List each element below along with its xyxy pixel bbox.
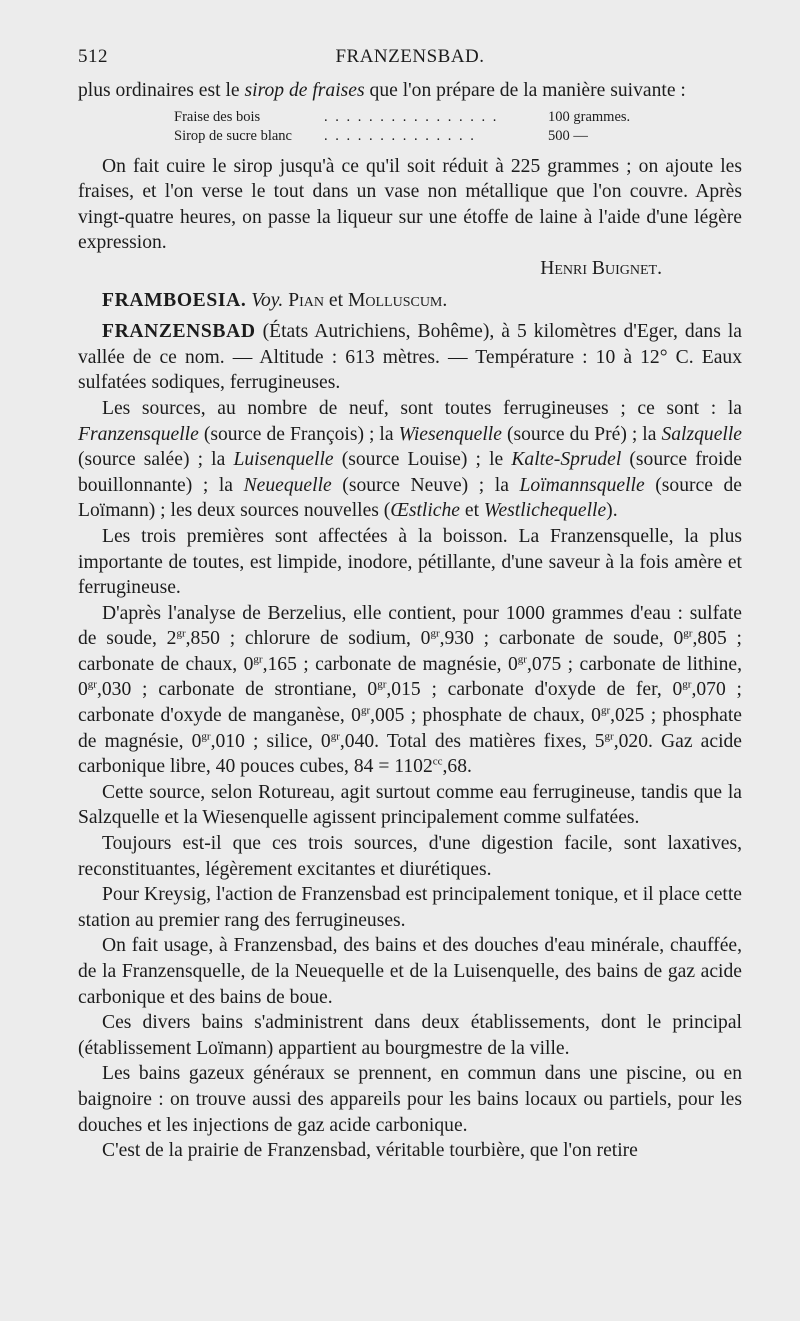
text: ,805 ; carbonate de chaux, 0 [78,628,742,675]
unit-gr: gr [430,627,440,640]
author-signature: Henri Buignet. [540,257,662,279]
spring-name: Œstliche [390,500,460,522]
text: ,015 ; carbonate d'oxyde de fer, 0 [386,679,683,701]
see-reference: Voy. [251,289,284,311]
text: (source salée) ; la [78,449,234,471]
page-body [78,78,742,1164]
spring-name: Kalte-Sprudel [511,449,622,471]
text: (source de Loïmann) ; les deux sources nouvelles ( [78,474,742,522]
spring-name: Franzensquelle [78,423,199,445]
spring-name: Wiesenquelle [398,423,502,445]
running-title: FRANZENSBAD. [335,46,485,67]
text: ,070 ; carbonate d'oxyde de manganèse, 0 [78,679,742,727]
paragraph-trois-premieres: Les trois premières sont affectées à la boisson. La Franzensquelle, la plus importante de toutes, est limpide, inodore, pétillante, d'une saveur à la fois amère et ferrugineuse. [78,525,742,599]
text: ,68. [442,756,472,778]
unit-gr: gr [600,704,611,717]
paragraph-cuisson: On fait cuire le sirop jusqu'à ce qu'il soit réduit à 225 grammes ; on ajoute les fraises, et l'on verse le tout dans un vase non métallique que l'on couvre. Après vingt-quatre heures, on passe la liqueur sur une étoffe de laine à l'aide d'une légère expression. [78,155,742,254]
spring-name: Luisenquelle [233,449,334,471]
page-header [78,42,742,72]
text: ,030 ; carbonate de strontiane, 0 [96,679,378,701]
text: ). [606,500,618,522]
entry-headword: FRAMBOESIA. [102,289,247,311]
text: (États Autrichiens, Bohême), à 5 kilomètres d'Eger, dans la vallée de ce nom. — Altitude : 613 mètres. — Température : 10 à 12° C. Eaux sulfatées sodiques, ferrugineuses. [78,321,742,394]
text: ,165 ; carbonate de magnésie, 0 [262,653,518,675]
recipe-row [174,127,742,146]
cross-reference: Molluscum. [347,289,448,311]
paragraph-bains-gazeux: Les bains gazeux généraux se prennent, en commun dans une piscine, ou en baignoire : on trouve aussi des appareils pour les bains locaux ou partiels, pour les douches et les injections de gaz acide carbonique. [78,1063,742,1136]
unit-gr: gr [683,627,693,640]
text: (source Louise) ; le [333,449,512,471]
entry-franzensbad [78,319,742,396]
ingredient-quantity: 500 — [548,127,588,144]
unit-gr: gr [377,678,387,691]
leader-dots: . . . . . . . . . . . . . . . . [324,108,499,125]
entry-framboesia [78,288,742,314]
paragraph-prairie: C'est de la prairie de Franzensbad, véritable tourbière, que l'on retire [102,1140,638,1162]
text: (source Neuve) ; la [331,474,520,496]
unit-gr: gr [360,704,371,717]
paragraph-usage: On fait usage, à Franzensbad, des bains et des douches d'eau minérale, chauffée, de la Franzensquelle, de la Neuequelle et de la Luisenquelle, des bains de gaz acide carbonique et des bains de boue. [78,935,742,1008]
text: que l'on prépare de la manière suivante : [364,80,686,101]
text: (source de François) ; la [198,423,399,445]
unit-gr: gr [330,730,340,743]
spring-name: Neuequelle [243,474,332,496]
unit-gr: gr [604,730,614,743]
text: ,075 ; carbonate de lithine, 0 [78,653,742,701]
leader-dots: . . . . . . . . . . . . . . [324,127,476,144]
text: D'après l'analyse de Berzelius, elle contient, pour 1000 grammes d'eau : sulfate de soude, 2 [78,602,742,650]
text: ,930 ; carbonate de soude, 0 [439,628,684,650]
text: ,010 ; silice, 0 [210,730,331,752]
paragraph-rotureau: Cette source, selon Rotureau, agit surtout comme eau ferrugineuse, tandis que la Salzquelle et la Wiesenquelle agissent principalement comme sulfatées. [78,781,742,829]
ingredient-name: Sirop de sucre blanc [174,127,292,144]
recipe-row [174,108,742,127]
text: ,020. Gaz acide carbonique libre, 40 pouces cubes, 84 = 1102 [78,730,743,778]
ingredient-name: Fraise des bois [174,108,261,125]
page-number: 512 [78,46,108,67]
spring-name: Loïmannsquelle [519,474,645,496]
unit-gr: gr [176,627,186,640]
text: plus ordinaires est le [78,80,245,101]
text: ,005 ; phosphate de chaux, 0 [370,705,601,727]
text: et [459,500,484,522]
text: (source du Pré) ; la [501,423,662,445]
unit-gr: gr [517,653,527,666]
unit-gr: gr [201,730,211,743]
spring-name: Westlichequelle [483,500,607,522]
paragraph-analyse [78,601,742,780]
spring-name: Salzquelle [661,423,742,445]
text: ,040. Total des matières fixes, 5 [339,730,605,752]
entry-headword: FRANZENSBAD [102,321,256,343]
unit-gr: gr [682,678,692,691]
unit-cc: cc [432,755,443,768]
text: ,850 ; chlorure de sodium, 0 [185,628,431,650]
text: Les sources, au nombre de neuf, sont toutes ferrugineuses ; ce sont : la [102,397,742,419]
italic-term: sirop de fraises [244,80,365,101]
unit-gr: gr [253,653,263,666]
ingredient-quantity: 100 grammes. [548,108,631,125]
paragraph-etablissements: Ces divers bains s'administrent dans deux établissements, dont le principal (établissement Loïmann) appartient au bourgmestre de la ville. [78,1012,742,1059]
recipe-table [174,108,742,146]
paragraph-sources [78,396,742,524]
paragraph-toujours: Toujours est-il que ces trois sources, d'une digestion facile, sont laxatives, reconstituantes, légèrement excitantes et diurétiques. [78,833,742,880]
text: (source froide bouillonnante) ; la [78,449,742,496]
text: et [324,289,348,311]
cross-reference: Pian [288,289,325,311]
paragraph-kreysig: Pour Kreysig, l'action de Franzensbad est principalement tonique, et il place cette station au premier rang des ferrugineuses. [78,884,742,931]
unit-gr: gr [87,678,97,691]
text: ,025 ; phosphate de magnésie, 0 [78,705,742,752]
paragraph-sirop [78,78,742,104]
